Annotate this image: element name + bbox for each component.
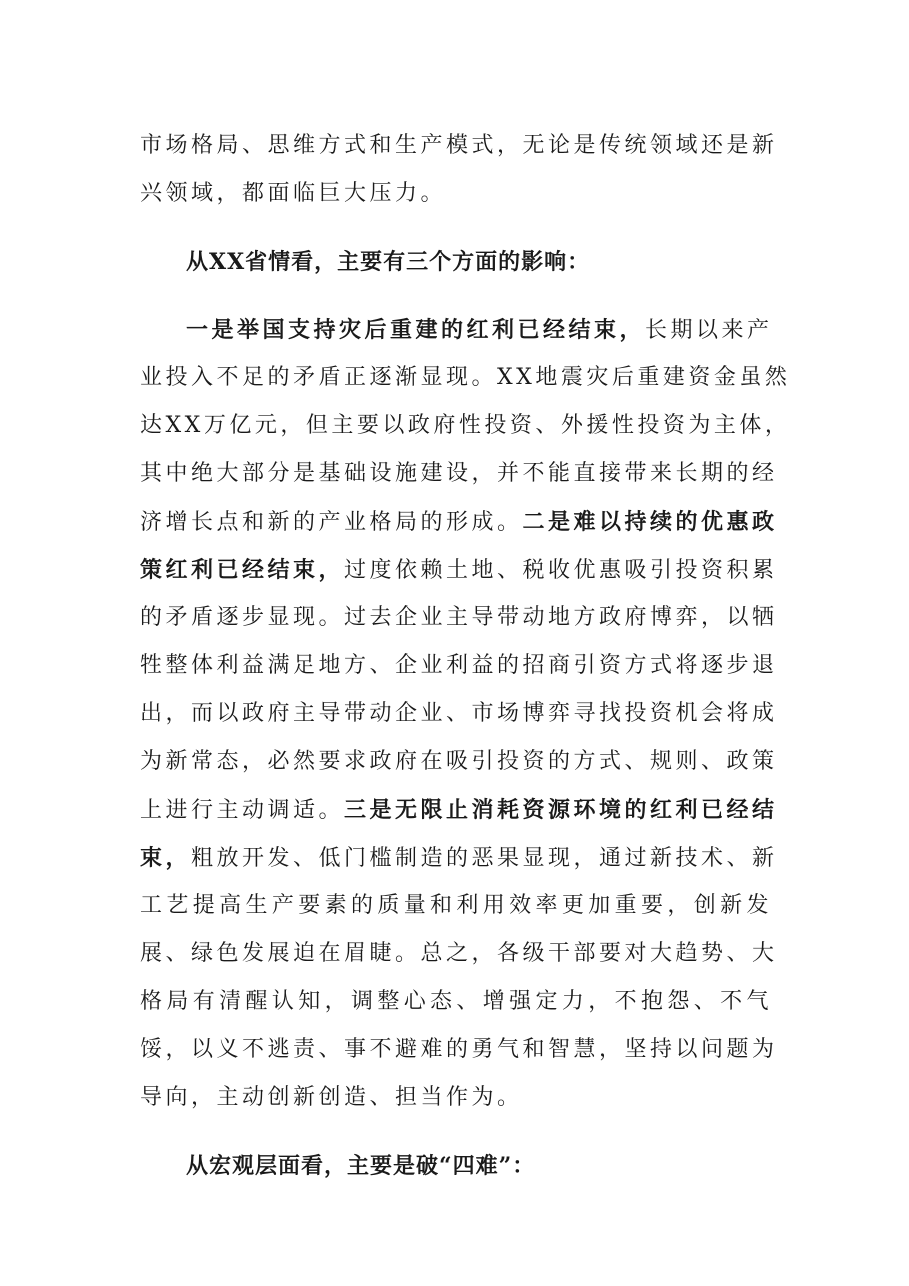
text-line: 展、绿色发展迫在眉睫。总之，各级干部要对大趋势、大 <box>140 941 778 966</box>
bold-point-one: 一是举国支持灾后重建的红利已经结束， <box>186 317 646 343</box>
text-line: 兴领域，都面临巨大压力。 <box>140 181 447 206</box>
text-run: 长期以来产 <box>645 318 773 343</box>
heading-text: 从宏观层面看，主要是破“四难”： <box>186 1153 536 1179</box>
text-line: 达XX万亿元，但主要以政府性投资、外援性投资为主体， <box>140 413 791 438</box>
section-heading-province <box>140 238 772 286</box>
text-line: 格局有清醒认知，调整心态、增强定力，不抱怨、不气 <box>140 989 772 1014</box>
bold-point-two-cont: 策红利已经结束， <box>140 557 345 583</box>
text-line <box>140 546 778 594</box>
text-line <box>140 498 778 546</box>
text-line <box>140 834 778 882</box>
text-line: 馁，以义不逃责、事不避难的勇气和智慧，坚持以问题为 <box>140 1037 778 1062</box>
text-run: 粗放开发、低门槛制造的恶果显现，通过新技术、新 <box>191 846 778 871</box>
text-line: 市场格局、思维方式和生产模式，无论是传统领域还是新 <box>140 133 778 158</box>
heading-text: 从XX省情看，主要有三个方面的影响： <box>186 249 591 275</box>
bold-point-two: 二是难以持续的优惠政 <box>522 509 778 535</box>
text-run: 上进行主动调适。 <box>140 798 345 823</box>
intro-paragraph <box>140 122 778 218</box>
text-line <box>140 786 778 834</box>
text-line: 其中绝大部分是基础设施建设，并不能直接带来长期的经 <box>140 461 778 486</box>
text-line <box>140 306 772 354</box>
body-paragraph <box>140 306 791 1122</box>
text-line: 出，而以政府主导带动企业、市场博弈寻找投资机会将成 <box>140 701 778 726</box>
text-run: 过度依赖土地、税收优惠吸引投资积累 <box>344 558 778 583</box>
text-line: 为新常态，必然要求政府在吸引投资的方式、规则、政策 <box>140 749 778 774</box>
text-line: 的矛盾逐步显现。过去企业主导带动地方政府博弈，以牺 <box>140 605 778 630</box>
text-line: 牲整体利益满足地方、企业利益的招商引资方式将逐步退 <box>140 653 778 678</box>
section-heading-macro <box>140 1142 772 1190</box>
document-page <box>140 122 791 1190</box>
text-run: 济增长点和新的产业格局的形成。 <box>140 510 523 535</box>
bold-point-three: 三是无限止消耗资源环境的红利已经结 <box>344 797 778 823</box>
text-line: 工艺提高生产要素的质量和利用效率更加重要，创新发 <box>140 893 772 918</box>
text-line: 业投入不足的矛盾正逐渐显现。XX地震灾后重建资金虽然 <box>140 365 791 390</box>
text-line: 导向，主动创新创造、担当作为。 <box>140 1085 523 1110</box>
bold-point-three-cont: 束， <box>140 845 192 871</box>
